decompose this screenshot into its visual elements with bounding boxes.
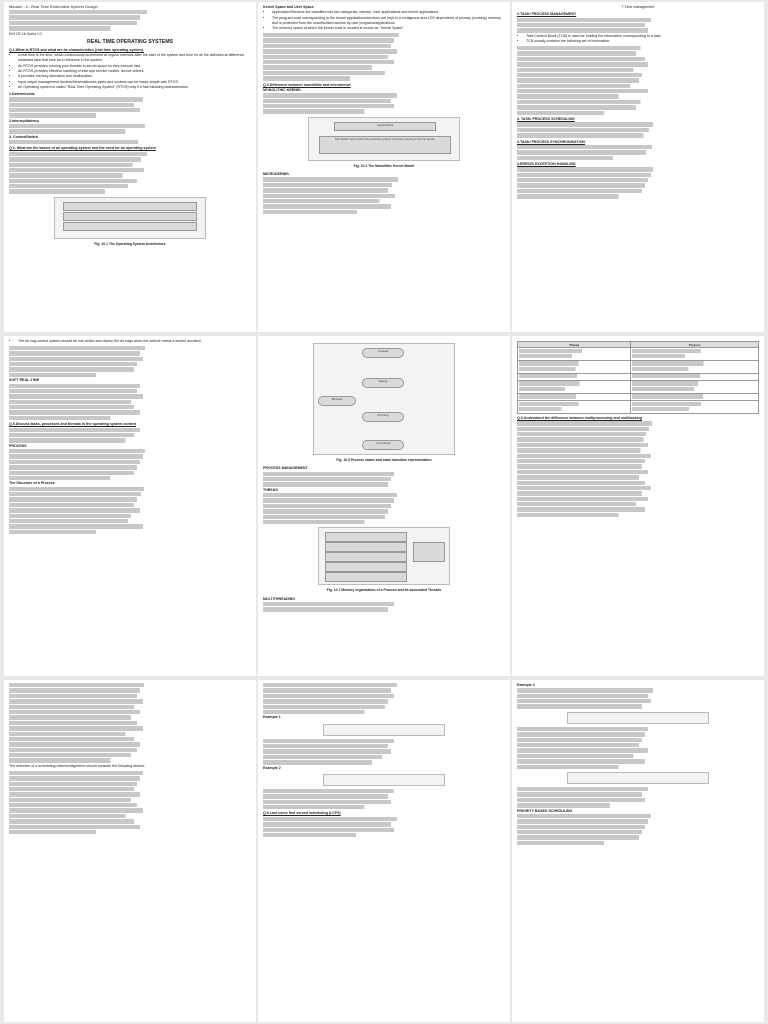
figure-label: Monolithic kernel with all operating system services running in kernel space bbox=[319, 136, 451, 154]
figure-label: Applications bbox=[334, 122, 436, 131]
example-heading: Example 3 bbox=[517, 683, 535, 687]
state-label: Created bbox=[362, 348, 404, 358]
page-2 bbox=[258, 2, 510, 332]
state-label: Blocked bbox=[318, 396, 356, 406]
section-heading: PRIORITY BASED SCHEDULING bbox=[517, 808, 573, 813]
process-states-figure bbox=[313, 343, 455, 455]
page-1 bbox=[4, 2, 256, 332]
state-label: Running bbox=[362, 412, 404, 422]
section-heading: Kernel Space and User Space bbox=[263, 5, 314, 9]
example-heading: Example 2 bbox=[263, 765, 281, 770]
page-title: REAL TIME OPERATING SYSTEMS bbox=[87, 38, 173, 45]
section-heading: 2.TASK/ PROCESS MANAGEMENT bbox=[517, 12, 577, 17]
characteristic-heading: 1.Deterministic bbox=[9, 91, 35, 96]
list-item: • An Operating system is called "Real-Time Operating System" (RTOS) only if it has following characteristics: bbox=[18, 85, 251, 90]
thread-memory-figure bbox=[318, 527, 450, 585]
characteristic-heading: 2.Interruptlatency bbox=[9, 118, 40, 123]
list-item: • Application/Services are classified into two categories, namely: User applications and kernel applications. bbox=[272, 10, 505, 15]
list-item: • The Air bag control system should be into action and deploy the air bags when the vehicle meets a severe accident. bbox=[18, 339, 251, 344]
section-heading: THREAD bbox=[263, 487, 278, 492]
state-label: Ready bbox=[362, 378, 404, 388]
figure-caption: Fig. 10.1 The Operating System Architecture bbox=[94, 241, 166, 246]
list-item: • An RTOS provides running your threads in kernel space so they execute fast. bbox=[18, 64, 251, 69]
list-item: • Input output management devices/files/mailboxes,pipes and sockets can be made simple with RTOS. bbox=[18, 80, 251, 85]
table-header: Thread bbox=[518, 342, 631, 348]
characteristic-heading: 3. ContextSwitch bbox=[9, 134, 38, 139]
list-item: • A real time is the time, which continuously increments at regular intervals after the start of the system and time for all the activities at difference instances take that time as a reference in the system. bbox=[18, 53, 251, 64]
list-item: • It provides memory allocation and deallocation. bbox=[18, 74, 251, 79]
figure-caption: Fig. 10.2 The Monolithic Kernel Model bbox=[353, 163, 415, 168]
os-architecture-figure bbox=[54, 197, 206, 239]
q5-heading: Q.5.Discuss tasks, processes and threads in the operating system context bbox=[9, 422, 137, 427]
list-item: • An RTOS provides effective handling of interrupt service routine, device drivers. bbox=[18, 69, 251, 74]
section-heading: MONOLITHIC KERNEL bbox=[263, 87, 302, 92]
page-9 bbox=[512, 680, 764, 1022]
gantt-chart-figure bbox=[323, 724, 445, 736]
q3-heading: Q.3.Difference between monolithic and microkernel bbox=[263, 82, 351, 87]
thread-vs-process-table bbox=[517, 341, 759, 414]
section-heading: 7.Time management bbox=[621, 5, 655, 9]
figure-caption: Fig. 10.5 Process states and state transition representation bbox=[336, 458, 432, 462]
section-heading: SOFT REAL-TIME bbox=[9, 378, 40, 383]
paragraph: The selection of a scheduling criterion/algorithm should consider the following factors: bbox=[9, 763, 146, 768]
monolithic-kernel-figure bbox=[308, 117, 460, 161]
gantt-chart-figure bbox=[567, 772, 709, 784]
list-item: • The memory space at which the kernel code is located is known as "Kernel Space". bbox=[272, 26, 505, 31]
example-heading: Example 1 bbox=[263, 715, 281, 720]
gantt-chart-figure bbox=[323, 774, 445, 786]
page-3 bbox=[512, 2, 764, 332]
section-heading: 3. TASK/ PROCESS SCHEDULING bbox=[517, 117, 575, 122]
q1-heading: Q.1.What is RTOS and what are its characteristics (real time operating system). bbox=[9, 47, 144, 52]
section-heading: The Structure of a Process bbox=[9, 481, 55, 486]
list-item: • TCB usually contains the following set of information. bbox=[526, 39, 759, 44]
section-heading: MULTITHREADING bbox=[263, 596, 296, 601]
section-heading: PROCESS bbox=[9, 443, 27, 448]
section-heading: 4.ERROR/ EXCEPTION HANDLING bbox=[517, 161, 576, 166]
list-item: • The program code corresponding to the kernel applications/services are kept in a contiguous area (OS dependent) of primary (working) memory and is protected from the unauthorised access by user programs/applications. bbox=[272, 16, 505, 27]
page-8 bbox=[258, 680, 510, 1022]
section-heading: MICROKERNEL bbox=[263, 172, 290, 177]
section-heading: PROCESS MANAGEMENT bbox=[263, 466, 308, 471]
figure-caption: Fig. 10.7 Memory organisation of a Process and its associated Threads bbox=[326, 588, 442, 593]
state-label: Completed bbox=[362, 440, 404, 450]
section-heading: 3.TASK/ PROCESS SYNCHRONISATION bbox=[517, 139, 585, 144]
page-6 bbox=[512, 336, 764, 676]
table-header: Process bbox=[631, 342, 759, 348]
q6-heading: Q.6.Understand the difference between multiprocessing and multitasking bbox=[517, 415, 643, 420]
list-item: • Task Context Block (TCB) is used for holding the information corresponding to a task. bbox=[526, 34, 759, 39]
gantt-chart-figure bbox=[567, 712, 709, 724]
section-heading: Q.6.Last come first served scheduling (LCFS) bbox=[263, 811, 341, 816]
module-header: Module - 3 : Real Time Embedded System Design bbox=[9, 5, 98, 9]
page-5 bbox=[258, 336, 510, 676]
reference-line: Ref CR 16 Sutha V2 bbox=[9, 31, 42, 36]
page-7 bbox=[4, 680, 256, 1022]
page-4 bbox=[4, 336, 256, 676]
q2-heading: Q.2. What are the basics of an operating system and the need for an operating system bbox=[9, 146, 156, 151]
